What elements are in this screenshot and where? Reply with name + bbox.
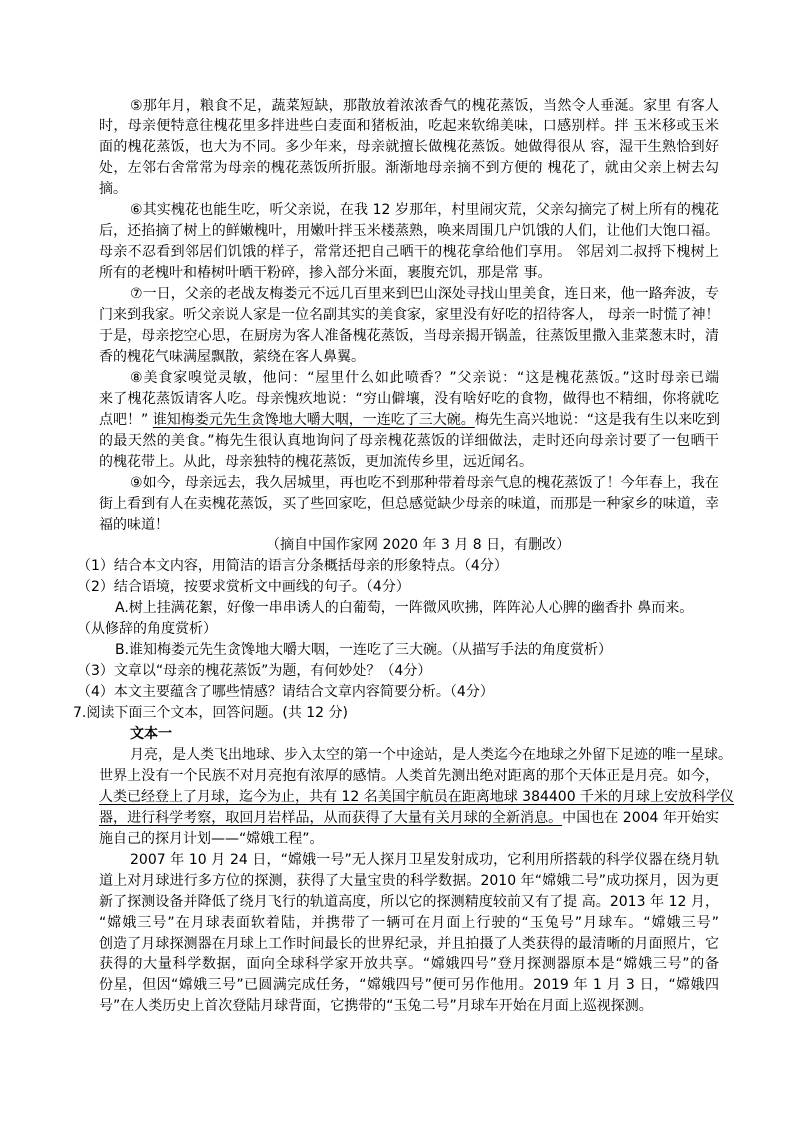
text-line	[130, 96, 719, 117]
underlined-sentence: 器，进行科学考察，取回月岩样品，从而获得了大量有关月球的全新消息。	[99, 809, 563, 826]
text-line	[115, 640, 612, 661]
text-segment: 世界上没有一个民族不对月亮抱有浓厚的感情。人类首先测出绝对距离的那个天体正是月亮。如今，	[99, 767, 719, 784]
text-segment: 时，母亲便特意往槐花里多拌进些白麦面和猪板油，吃起来软绵美味，口感别样。拌 玉米移或玉米	[99, 118, 719, 135]
text-segment: “嫦娥三号”在月球表面软着陆，并携带了一辆可在月面上行驶的“玉兔号”月球车。“嫦娥三号”	[99, 914, 719, 931]
underlined-sentence: 谁知梅娄元先生贪馋地大嚼大咽，一连吃了三大碗。	[152, 411, 475, 428]
text-line	[99, 808, 719, 829]
text-line	[77, 619, 217, 640]
text-segment: 福的味道！	[99, 516, 169, 533]
text-line	[99, 787, 735, 808]
text-line	[99, 326, 719, 347]
text-segment: 2007 年 10 月 24 日，“嫦娥一号”无人探月卫星发射成功，它利用所搭载的科学仪器在绕月轨	[130, 851, 719, 868]
text-segment: 摘。	[99, 181, 127, 198]
text-line	[99, 158, 719, 179]
text-segment: 道上对月球进行多方位的探测，获得了大量宝贵的科学数据。2010 年“嫦娥二号”成功探月，因为更	[99, 872, 719, 889]
text-line	[130, 724, 172, 745]
text-segment: ⑧美食家嗅觉灵敏，他问：“屋里什么如此喷香？”父亲说：“这是槐花蒸饭。”这时母亲已端	[130, 369, 719, 386]
text-segment: B.谁知梅娄元先生贪馋地大嚼大咽，一连吃了三大碗。（从描写手法的角度赏析）	[115, 642, 613, 659]
text-segment: （4）本文主要蕴含了哪些情感？请结合文章内容简要分析。（4分）	[77, 684, 494, 701]
text-line	[99, 137, 719, 158]
text-line	[99, 452, 533, 473]
text-segment: 于是，母亲挖空心思，在厨房为客人准备槐花蒸饭，当母亲揭开锅盖，往蒸饭里撒入韭菜葱末时，清	[99, 327, 719, 344]
text-line	[99, 892, 719, 913]
text-line	[99, 305, 719, 326]
text-line	[130, 745, 732, 766]
text-line	[99, 242, 719, 263]
text-segment: ⑨如今，母亲远去，我久居城里，再也吃不到那种带着母亲气息的槐花蒸饭了！今年春上，我在	[130, 474, 719, 491]
text-segment: （3）文章以“母亲的槐花蒸饭”为题，有何妙处？（4分）	[77, 663, 432, 680]
text-segment: 文本一	[130, 726, 172, 742]
text-line	[99, 766, 719, 787]
text-line	[115, 598, 693, 619]
text-line	[99, 410, 719, 431]
text-segment: 份星，但因“嫦娥三号”已圆满完成任务，“嫦娥四号”便可另作他用。2019 年 1 月 3 日，“嫦娥四	[99, 977, 719, 994]
text-segment: （从修辞的角度赏析）	[77, 621, 217, 638]
text-line	[99, 263, 551, 284]
text-segment: 号”在人类历史上首次登陆月球背面，它携带的“玉兔二号”月球车开始在月面上巡视探测。	[99, 998, 653, 1015]
text-line	[99, 996, 653, 1017]
underlined-sentence: 人类已经登上了月球，	[99, 788, 239, 805]
text-segment: 所有的老槐叶和椿树叶晒干粉碎，掺入部分米面，裹腹充饥，那是常 事。	[99, 265, 552, 282]
text-line	[99, 494, 719, 515]
text-segment: 的槐花带上。从此，母亲独特的槐花蒸饭，更加流传乡里，远近闻名。	[99, 453, 533, 470]
text-line	[130, 473, 719, 494]
text-segment: 7.阅读下面三个文本，回答问题。(共 12 分)	[73, 705, 348, 722]
text-segment: 创造了月球探测器在月球上工作时间最长的世界纪录，并且拍摄了人类获得的最清晰的月面照片，它	[99, 935, 719, 952]
text-segment: 梅先生高兴地说：“这是我有生以来吃到	[474, 411, 720, 428]
text-line	[99, 829, 324, 850]
text-segment: 母亲不忍看到邻居们饥饿的样子，常常还把自己晒干的槐花拿给他们享用。 邻居刘二叔捋下槐树上	[99, 244, 719, 261]
text-line	[130, 200, 719, 221]
text-line	[99, 515, 169, 536]
text-segment: 新了探测设备并降低了绕月飞行的轨道高度，所以它的探测精度较前又有了提 高。2013 年 12 月，	[99, 893, 719, 910]
text-line	[99, 975, 719, 996]
text-line	[77, 661, 431, 682]
text-line	[99, 221, 719, 242]
text-segment: 点吧！”	[99, 411, 153, 428]
text-line	[99, 954, 719, 975]
text-segment: 获得的大量科学数据，面向全球科学家开放共享。“嫦娥四号”登月探测器原本是“嫦娥三号”的备	[99, 956, 719, 973]
text-line	[99, 431, 719, 452]
underlined-sentence: 迄今为止，共有 12 名美国宇航员在距离地球 384400 千米的月球上安放科学仪	[239, 788, 735, 805]
text-segment: 来了槐花蒸饭请客人吃。母亲愧疚地说：“穷山僻壤，没有啥好吃的食物，做得也不精细，你将就吃	[99, 390, 719, 407]
text-segment: 月亮，是人类飞出地球、步入太空的第一个中途站，是人类迄今在地球之外留下足迹的唯一星球。	[130, 746, 732, 763]
text-line	[99, 179, 127, 200]
text-segment: 施自己的探月计划——“嫦娥工程”。	[99, 830, 324, 847]
text-segment: 香的槐花气味满屋飘散，萦绕在客人鼻翼。	[99, 348, 365, 365]
text-segment: （1）结合本文内容，用简洁的语言分条概括母亲的形象特点。（4分）	[77, 558, 508, 575]
text-segment: 处，左邻右舍常常为母亲的槐花蒸饭所折服。渐渐地母亲摘不到方便的 槐花了，就由父亲上树去勾	[99, 160, 719, 177]
text-segment: ⑦一日，父亲的老战友梅娄元不远几百里来到巴山深处寻找山里美食，连日来，他一路奔波，专	[130, 286, 719, 303]
text-segment: ⑤那年月，粮食不足，蔬菜短缺，那散放着浓浓香气的槐花蒸饭，当然令人垂涎。家里 有客人	[130, 97, 719, 114]
text-line	[73, 703, 348, 724]
text-line	[77, 556, 508, 577]
text-line	[130, 850, 719, 871]
text-line	[77, 682, 494, 703]
text-line	[99, 116, 719, 137]
text-line	[130, 368, 719, 389]
text-line	[99, 913, 719, 934]
text-segment: 街上看到有人在卖槐花蒸饭，买了些回家吃，但总感觉缺少母亲的味道，而那是一种家乡的味道，幸	[99, 495, 719, 512]
text-line	[99, 871, 719, 892]
text-segment: 后，还掐摘了树上的鲜嫩槐叶，用嫩叶拌玉米楼蒸熟，唤来周围几户饥饿的人们，让他们大饱口福。	[99, 223, 719, 240]
text-segment: 面的槐花蒸饭，也大为不同。多少年来，母亲就擅长做槐花蒸饭。她做得很从 容，湿干生熟恰到好	[99, 139, 719, 156]
text-segment: A.树上挂满花絮，好像一串串诱人的白葡萄，一阵微风吹拂，阵阵沁人心脾的幽香扑 鼻而来。	[115, 600, 694, 617]
text-segment: 中国也在 2004 年开始实	[562, 809, 720, 826]
text-segment: （2）结合语境，按要求赏析文中画线的句子。（4分）	[77, 579, 410, 596]
text-segment: 的最天然的美食。”梅先生很认真地询问了母亲槐花蒸饭的详细做法，走时还向母亲讨要了一包晒干	[99, 432, 719, 449]
text-line	[130, 284, 719, 305]
text-line	[77, 577, 410, 598]
text-line	[266, 535, 570, 556]
text-line	[99, 347, 365, 368]
text-segment: 门来到我家。听父亲说人家是一位名副其实的美食家，家里没有好吃的招待客人， 母亲一时慌了神！	[99, 307, 720, 323]
text-line	[99, 934, 719, 955]
text-segment: （摘自中国作家网 2020 年 3 月 8 日，有删改）	[266, 537, 571, 554]
text-line	[99, 389, 719, 410]
text-segment: ⑥其实槐花也能生吃，听父亲说，在我 12 岁那年，村里闹灾荒，父亲勾摘完了树上所有的槐花	[130, 202, 719, 219]
